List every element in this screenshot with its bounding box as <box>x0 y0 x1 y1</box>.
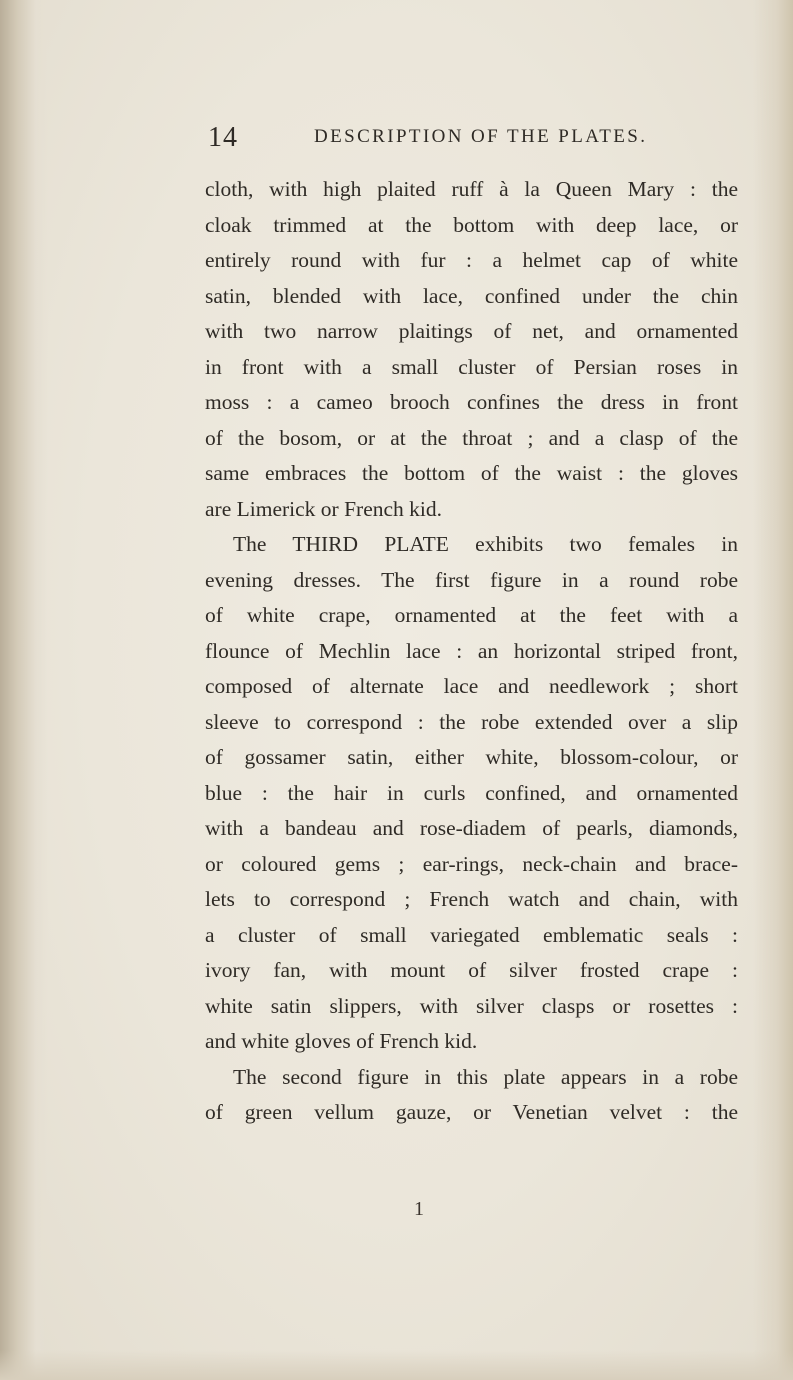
text-line: of the bosom, or at the throat ; and a clasp of the <box>205 425 738 450</box>
text-line: moss : a cameo brooch confines the dress in front <box>205 390 738 414</box>
text-line: flounce of Mechlin lace : an horizontal striped front, <box>205 638 738 663</box>
page-edge-bottom <box>0 1350 793 1380</box>
gutter-shadow <box>0 0 48 1380</box>
running-head <box>208 122 648 162</box>
text-line: in front with a small cluster of Persian roses in <box>205 354 738 379</box>
footer-mark: 1 <box>414 1198 424 1220</box>
text-line: of green vellum gauze, or Venetian velvet : the <box>205 1100 738 1124</box>
running-title: DESCRIPTION OF THE PLATES. <box>314 126 648 147</box>
text-line: or coloured gems ; ear-rings, neck-chain and brace- <box>205 851 738 876</box>
text-line: white satin slippers, with silver clasps or rosettes : <box>205 993 738 1018</box>
body-text <box>205 172 738 1131</box>
text-line: entirely round with fur : a helmet cap of white <box>205 248 738 272</box>
page-number: 14 <box>208 122 238 153</box>
text-line: lets to correspond ; French watch and chain, with <box>205 887 738 911</box>
text-line: and white gloves of French kid. <box>205 1029 478 1053</box>
text-line: sleeve to correspond : the robe extended over a slip <box>205 709 738 734</box>
text-line: ivory fan, with mount of silver frosted crape : <box>205 958 738 982</box>
text-line: The THIRD PLATE exhibits two females in <box>233 532 738 556</box>
text-line: of white crape, ornamented at the feet with a <box>205 603 738 627</box>
text-line: with a bandeau and rose-diadem of pearls, diamonds, <box>205 816 738 840</box>
text-line: same embraces the bottom of the waist : the gloves <box>205 461 738 485</box>
text-line: with two narrow plaitings of net, and ornamented <box>205 319 738 343</box>
text-line: cloth, with high plaited ruff à la Queen Mary : the <box>205 177 738 201</box>
page-edge-right <box>753 0 793 1380</box>
text-line: cloak trimmed at the bottom with deep lace, or <box>205 212 738 237</box>
text-line: are Limerick or French kid. <box>205 496 443 521</box>
text-line: The second figure in this plate appears in a robe <box>233 1064 738 1089</box>
text-line: satin, blended with lace, confined under the chin <box>205 283 738 308</box>
text-line: of gossamer satin, either white, blossom-colour, or <box>205 745 738 769</box>
text-line: a cluster of small variegated emblematic seals : <box>205 922 738 947</box>
text-line: composed of alternate lace and needlework ; short <box>205 674 738 698</box>
text-line: blue : the hair in curls confined, and ornamented <box>205 780 738 805</box>
text-line: evening dresses. The first figure in a round robe <box>205 567 738 592</box>
